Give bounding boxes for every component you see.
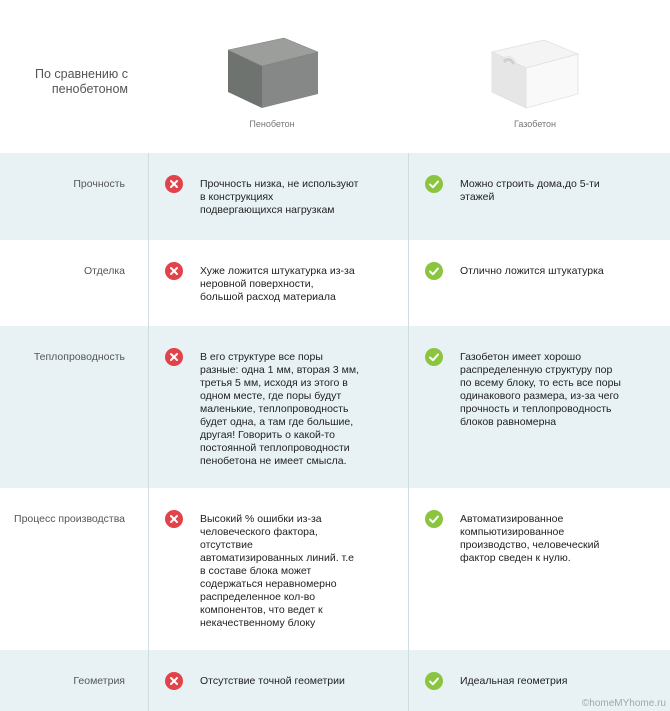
compare-label: По сравнению с пенобетоном bbox=[34, 67, 128, 96]
aerated-concrete-product bbox=[480, 28, 590, 129]
foam-concrete-text: В его структуре все поры разные: одна 1 мм, вторая 3 мм, третья 5 мм, исходя из этого в одном месте, где поры будут маленькие, теплопроводность будет одна, а там где большие, другая! Говорить о какой-то постоянной теплопроводности пенобетона не имеет смысла. bbox=[200, 351, 359, 467]
row-label: Процесс производства bbox=[14, 513, 125, 525]
check-circle-icon bbox=[425, 672, 443, 690]
row-label: Отделка bbox=[83, 265, 125, 277]
foam-concrete-text: Высокий % ошибки из-за человеческого фактора, отсутствие автоматизированных линий. т.е в составе блока может содержаться неравномерно распределенное кол-во компонентов, что ведет к некачественному блоку bbox=[200, 513, 354, 629]
table-header bbox=[0, 0, 670, 153]
aerated-concrete-block-image bbox=[480, 28, 590, 110]
comparison-row bbox=[0, 240, 670, 326]
aerated-concrete-text: Отлично ложится штукатурка bbox=[460, 265, 604, 277]
comparison-row bbox=[0, 326, 670, 488]
check-circle-icon bbox=[425, 262, 443, 280]
x-circle-icon bbox=[165, 510, 183, 528]
row-label: Теплопроводность bbox=[33, 351, 125, 363]
foam-concrete-product bbox=[218, 28, 326, 129]
check-circle-icon bbox=[425, 348, 443, 366]
aerated-concrete-text: Идеальная геометрия bbox=[460, 675, 568, 687]
column-divider bbox=[148, 153, 149, 711]
foam-concrete-block-image bbox=[218, 28, 326, 110]
x-circle-icon bbox=[165, 175, 183, 193]
x-circle-icon bbox=[165, 672, 183, 690]
product-left-caption: Пенобетон bbox=[249, 119, 295, 129]
watermark: ©homeMYhome.ru bbox=[581, 698, 666, 709]
comparison-row bbox=[0, 650, 670, 711]
comparison-row bbox=[0, 488, 670, 650]
foam-concrete-text: Отсутствие точной геометрии bbox=[200, 675, 345, 687]
aerated-concrete-text: Можно строить дома,до 5-ти этажей bbox=[460, 178, 600, 203]
check-circle-icon bbox=[425, 175, 443, 193]
column-divider bbox=[408, 153, 409, 711]
check-circle-icon bbox=[425, 510, 443, 528]
foam-concrete-text: Прочность низка, не используют в конструкциях подвергающихся нагрузкам bbox=[200, 178, 359, 216]
x-circle-icon bbox=[165, 348, 183, 366]
product-right-caption: Газобетон bbox=[513, 119, 557, 129]
row-label: Прочность bbox=[73, 178, 125, 190]
aerated-concrete-text: Газобетон имеет хорошо распределенную структуру пор по всему блоку, то есть все поры одинакового размера, из-за чего прочность и теплопроводность блоков равномерна bbox=[460, 351, 621, 428]
comparison-row bbox=[0, 153, 670, 240]
x-circle-icon bbox=[165, 262, 183, 280]
foam-concrete-text: Хуже ложится штукатурка из-за неровной поверхности, большой расход материала bbox=[200, 265, 355, 303]
row-label: Геометрия bbox=[73, 675, 125, 687]
aerated-concrete-text: Автоматизированное компьютизированное производство, человеческий фактор сведен к нулю. bbox=[460, 513, 600, 564]
